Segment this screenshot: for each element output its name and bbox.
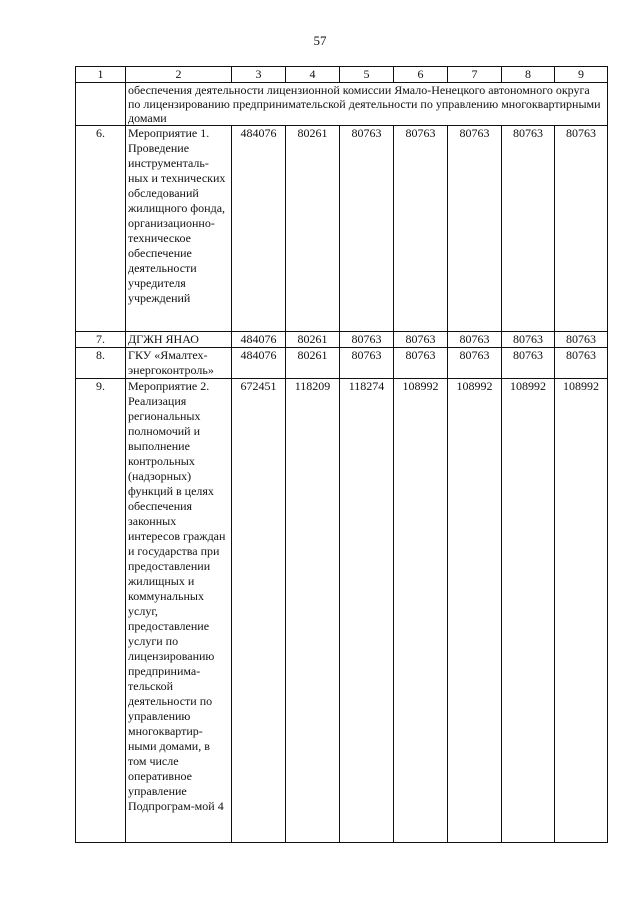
value-cell: 80763 (448, 332, 502, 348)
value-cell: 484076 (232, 332, 286, 348)
value-cell: 80763 (448, 126, 502, 332)
header-cell: 9 (555, 67, 608, 83)
value-cell: 80763 (340, 348, 394, 379)
value-cell: 80763 (555, 348, 608, 379)
value-cell: 108992 (448, 379, 502, 843)
row-name: Мероприятие 1. Проведение инструменталь-ных и технических обследований жилищного фонда, организационно-техническое обеспечение деятельности учредителя учреждений (126, 126, 232, 332)
value-cell: 108992 (394, 379, 448, 843)
table-row (76, 379, 608, 843)
value-cell: 80763 (394, 348, 448, 379)
table-row (76, 126, 608, 332)
row-number: 9. (76, 379, 126, 843)
row-name: ДГЖН ЯНАО (126, 332, 232, 348)
value-cell: 80763 (555, 126, 608, 332)
value-cell: 80763 (555, 332, 608, 348)
continuation-text: обеспечения деятельности лицензионной комиссии Ямало-Ненецкого автономного округа по лицензированию предпринимательской деятельности по управлению многоквартирными домами (126, 83, 608, 126)
value-cell: 80763 (340, 332, 394, 348)
header-cell: 7 (448, 67, 502, 83)
value-cell: 80261 (286, 348, 340, 379)
value-cell: 484076 (232, 348, 286, 379)
value-cell: 108992 (502, 379, 555, 843)
row-number: 7. (76, 332, 126, 348)
value-cell: 80763 (502, 332, 555, 348)
page-number: 57 (313, 33, 327, 48)
table-row (76, 332, 608, 348)
value-cell: 672451 (232, 379, 286, 843)
header-cell: 3 (232, 67, 286, 83)
budget-table (75, 66, 608, 843)
value-cell: 80763 (448, 348, 502, 379)
row-number: 8. (76, 348, 126, 379)
value-cell: 118209 (286, 379, 340, 843)
value-cell: 118274 (340, 379, 394, 843)
table-header-row (76, 67, 608, 83)
value-cell: 80261 (286, 126, 340, 332)
continuation-row (76, 83, 608, 126)
header-cell: 6 (394, 67, 448, 83)
header-cell: 1 (76, 67, 126, 83)
value-cell: 108992 (555, 379, 608, 843)
value-cell: 80763 (394, 126, 448, 332)
continuation-num-cell (76, 83, 126, 126)
table-row (76, 348, 608, 379)
value-cell: 80763 (502, 126, 555, 332)
value-cell: 80763 (394, 332, 448, 348)
row-number: 6. (76, 126, 126, 332)
header-cell: 2 (126, 67, 232, 83)
value-cell: 484076 (232, 126, 286, 332)
row-name: Мероприятие 2. Реализация региональных полномочий и выполнение контрольных (надзорных) функций в целях обеспечения законных интересов граждан и государства при предоставлении жилищных и коммунальных услуг, предоставление услуги по лицензированию предпринима-тельской деятельности по управлению многоквартир-ными домами, в том числе оперативное управление Подпрограм-мой 4 (126, 379, 232, 843)
row-name: ГКУ «Ямалтех-энергоконтроль» (126, 348, 232, 379)
value-cell: 80261 (286, 332, 340, 348)
value-cell: 80763 (340, 126, 394, 332)
value-cell: 80763 (502, 348, 555, 379)
header-cell: 4 (286, 67, 340, 83)
header-cell: 8 (502, 67, 555, 83)
header-cell: 5 (340, 67, 394, 83)
